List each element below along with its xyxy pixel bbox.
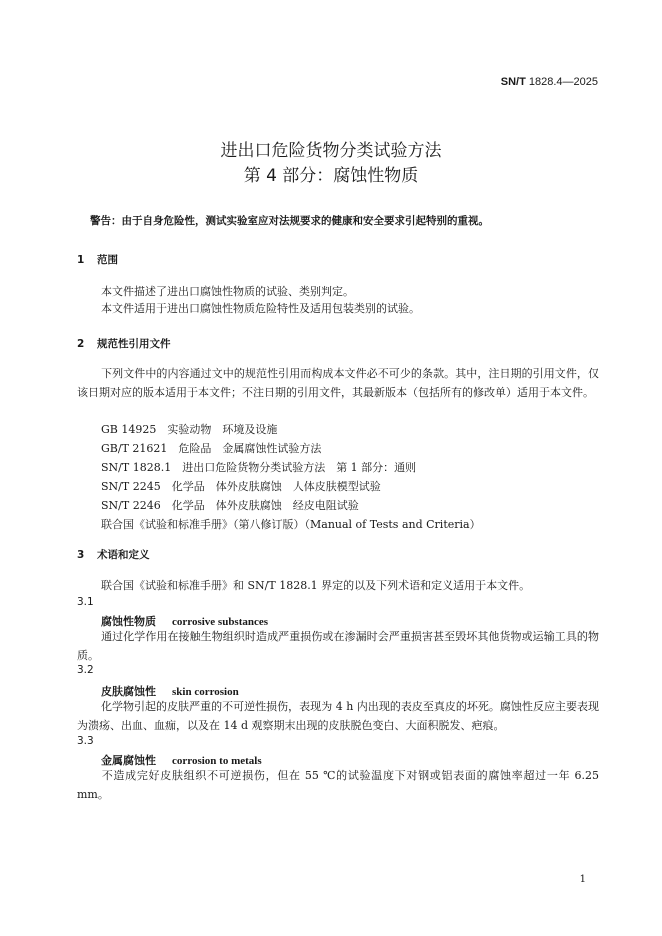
section-title: 术语和定义 (97, 549, 150, 561)
document-subtitle: 第 4 部分：腐蚀性物质 (243, 166, 419, 186)
section-number: 1 (77, 254, 85, 266)
standard-prefix: SN/T (500, 76, 526, 88)
definition-text: 通过化学作用在接触生物组织时造成严重损伤或在渗漏时会严重损害甚至毁坏其他货物或运输工具的物质。 (77, 630, 599, 662)
term-zh: 皮肤腐蚀性 (101, 685, 156, 698)
definition-text: 化学物引起的皮肤严重的不可逆性损伤，表现为 4 h 内出现的表皮至真皮的坏死。腐蚀性反应主要表现为溃疡、出血、血痂，以及在 14 d 观察期末出现的皮肤脱色变白、大面积脱发、疤痕。 (77, 700, 599, 732)
reference-item: SN/T 2245 化学品 体外皮肤腐蚀 人体皮肤模型试验 (101, 480, 381, 493)
section-2-heading (77, 336, 171, 351)
paragraph: 本文件描述了进出口腐蚀性物质的试验、类别判定。 (101, 285, 354, 298)
term-en: corrosive substances (172, 616, 269, 628)
document-title: 进出口危险货物分类试验方法 (220, 141, 442, 161)
reference-item: SN/T 1828.1 进出口危险货物分类试验方法 第 1 部分：通则 (101, 461, 417, 474)
term-en: corrosion to metals (172, 755, 262, 767)
reference-item: GB/T 21621 危险品 金属腐蚀性试验方法 (101, 442, 322, 455)
page-number: 1 (579, 874, 586, 885)
section-title: 范围 (97, 254, 118, 266)
section-number: 3 (77, 549, 85, 561)
term-definition (77, 627, 599, 665)
term-definition (77, 766, 599, 804)
standard-code: 1828.4—2025 (525, 76, 598, 88)
reference-item: SN/T 2246 化学品 体外皮肤腐蚀 经皮电阻试验 (101, 499, 359, 512)
section-1-heading (77, 252, 118, 267)
term-zh: 金属腐蚀性 (101, 754, 156, 767)
term-en: skin corrosion (172, 686, 239, 698)
term-number: 3.3 (77, 735, 94, 747)
reference-item: 联合国《试验和标准手册》（第八修订版）（Manual of Tests and Criteria） (101, 518, 481, 531)
standard-number (501, 76, 598, 88)
paragraph: 联合国《试验和标准手册》和 SN/T 1828.1 界定的以及下列术语和定义适用于本文件。 (101, 579, 531, 592)
term-number: 3.1 (77, 596, 94, 608)
section-title: 规范性引用文件 (97, 338, 171, 350)
section-3-heading (77, 547, 150, 562)
term-number: 3.2 (77, 664, 94, 676)
definition-text: 不造成完好皮肤组织不可逆损伤，但在 55 ℃的试验温度下对钢或铝表面的腐蚀率超过一年 6.25 mm。 (77, 769, 599, 801)
paragraph (77, 364, 599, 402)
warning-text: 警告：由于自身危险性，测试实验室应对法规要求的健康和安全要求引起特别的重视。 (90, 215, 489, 227)
paragraph-text: 下列文件中的内容通过文中的规范性引用而构成本文件必不可少的条款。其中，注日期的引用文件，仅该日期对应的版本适用于本文件；不注日期的引用文件，其最新版本（包括所有的修改单）适用于本文件。 (77, 367, 599, 399)
paragraph: 本文件适用于进出口腐蚀性物质危险特性及适用包装类别的试验。 (101, 302, 420, 315)
section-number: 2 (77, 338, 85, 350)
reference-item: GB 14925 实验动物 环境及设施 (101, 423, 278, 436)
term-zh: 腐蚀性物质 (101, 615, 156, 628)
term-definition (77, 697, 599, 735)
